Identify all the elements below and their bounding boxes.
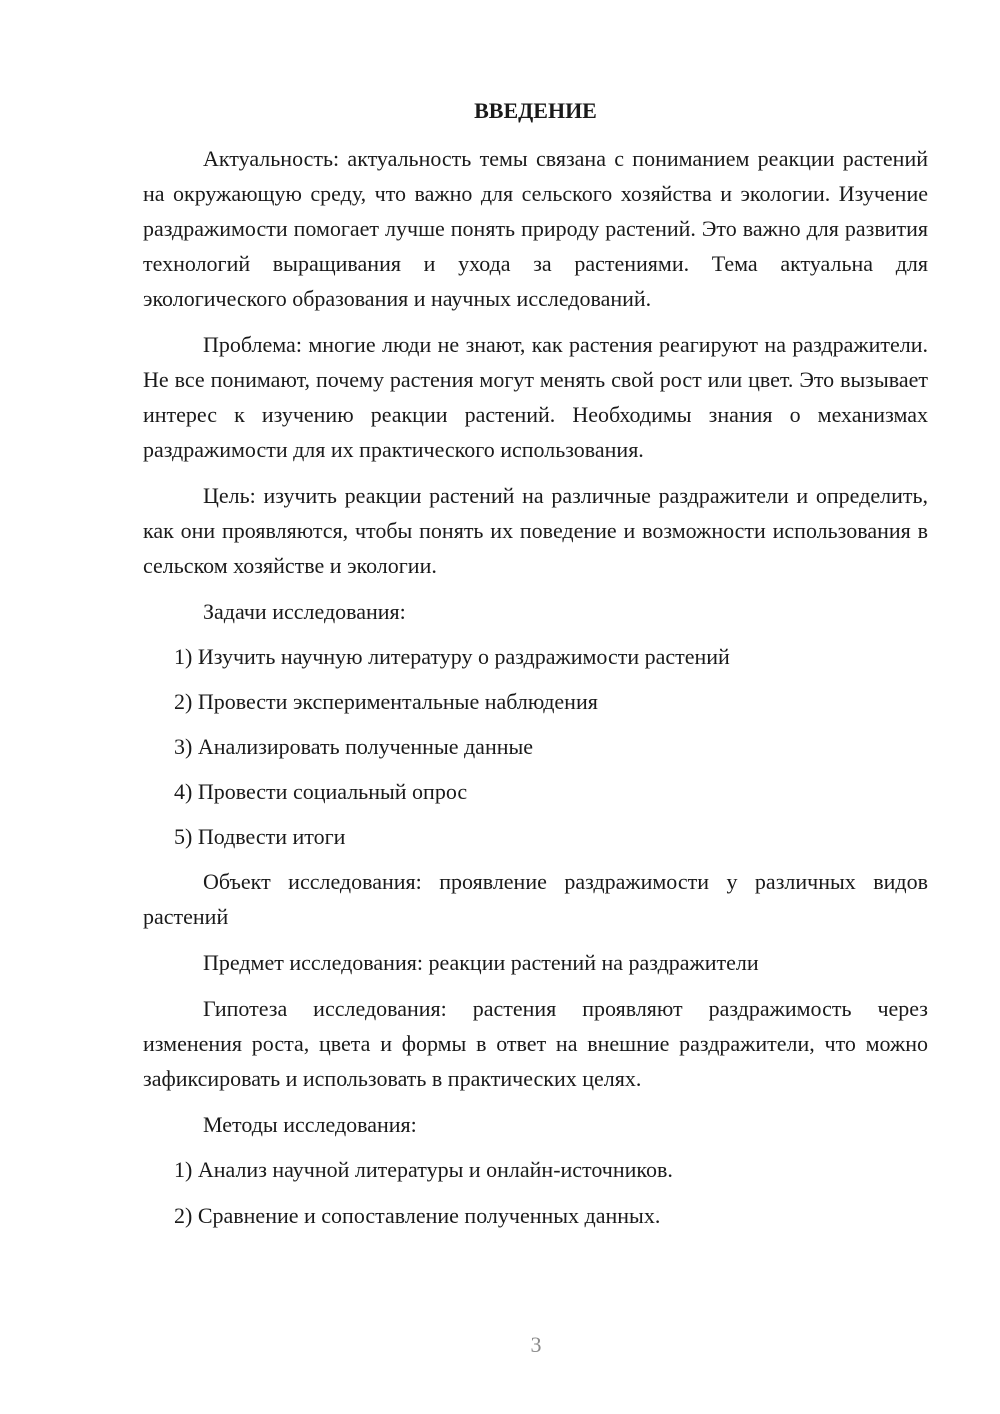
page-title: ВВЕДЕНИЕ — [474, 98, 597, 123]
list-item: 2) Провести экспериментальные наблюдения — [174, 689, 598, 714]
tasks-label: Задачи исследования: — [203, 599, 406, 624]
relevance-paragraph: Актуальность: актуальность темы связана с пониманием реакции растений на окружающую среду, что важно для сельского хозяйства и экологии. Изучение раздражимости помогает лучше понять природу растений. Это важно для развития технологий выращивания и ухода за растениями. Тема актуальна для экологического образования и научных исследований. — [143, 146, 928, 311]
list-item: 3) Анализировать полученные данные — [174, 734, 534, 759]
document-page — [143, 96, 928, 1244]
page-number: 3 — [530, 1332, 542, 1357]
list-item: 2) Сравнение и сопоставление полученных данных. — [174, 1203, 661, 1228]
hypothesis-paragraph: Гипотеза исследования: растения проявляют раздражимость через изменения роста, цвета и формы в ответ на внешние раздражители, что можно зафиксировать и использовать в практических целях. — [143, 996, 928, 1091]
list-item: 4) Провести социальный опрос — [174, 779, 468, 804]
methods-label: Методы исследования: — [203, 1112, 417, 1137]
list-item: 5) Подвести итоги — [174, 824, 346, 849]
tasks-list — [143, 639, 928, 854]
subject-paragraph: Предмет исследования: реакции растений на раздражители — [203, 950, 759, 975]
object-paragraph: Объект исследования: проявление раздражимости у различных видов растений — [143, 869, 928, 929]
methods-list — [143, 1152, 928, 1233]
list-item: 1) Анализ научной литературы и онлайн-источников. — [174, 1157, 673, 1182]
list-item: 1) Изучить научную литературу о раздражимости растений — [174, 644, 730, 669]
goal-paragraph: Цель: изучить реакции растений на различные раздражители и определить, как они проявляются, чтобы понять их поведение и возможности использования в сельском хозяйстве и экологии. — [143, 483, 928, 578]
problem-paragraph: Проблема: многие люди не знают, как растения реагируют на раздражители. Не все понимают, почему растения могут менять свой рост или цвет. Это вызывает интерес к изучению реакции растений. Необходимы знания о механизмах раздражимости для их практического использования. — [143, 332, 928, 462]
